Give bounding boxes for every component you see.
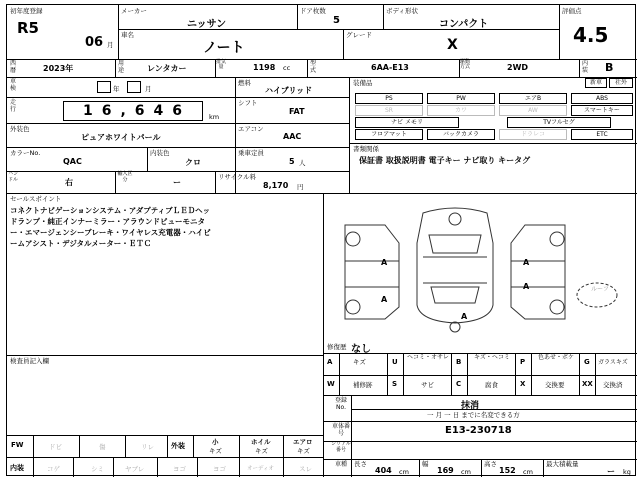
exterior-color-value: ピュアホワイトパール <box>81 133 161 142</box>
recycle-label: リサイクル料 <box>218 173 257 181</box>
ac-value: AAC <box>283 132 302 141</box>
documents-text: 保証書 取扱説明書 電子キー ナビ取り キータグ <box>359 156 531 165</box>
repair-label: 修復歴 <box>327 343 347 351</box>
interior-item: ヨゴ <box>213 465 226 473</box>
equipment-new-label: 新車 <box>585 78 607 88</box>
legend-code: U <box>392 358 398 366</box>
displacement-unit: cc <box>283 64 291 72</box>
shift-value: FAT <box>289 107 305 116</box>
grade-value: X <box>447 37 458 53</box>
interior-grade-label: 内装 <box>581 60 588 74</box>
interior-item: スレ <box>299 465 312 473</box>
legend-text: ヘコミ・オサレ <box>407 354 449 361</box>
exterior-item-head: ホイル <box>251 438 271 446</box>
weight-label: 最大積載量 <box>546 460 579 468</box>
equipment-item: ETC <box>571 129 633 140</box>
color-no-label: カラーNo. <box>10 149 41 157</box>
exterior-item-sub: キズ <box>255 447 268 455</box>
doors-label: ドア枚数 <box>300 7 326 15</box>
damage-mark: A <box>381 258 388 267</box>
repair-value: なし <box>351 344 371 355</box>
damage-mark: A <box>523 282 530 291</box>
shift-label: シフト <box>238 99 258 107</box>
exterior-color-label: 外装色 <box>10 125 30 133</box>
sales-points-title: セールスポイント <box>10 195 62 203</box>
model-label: 車名 <box>121 31 134 39</box>
interior-item: ヤブレ <box>125 465 145 473</box>
length-label: 長さ <box>354 460 367 468</box>
inspection-label: 車検 <box>9 78 16 92</box>
first-reg-era: R5 <box>17 19 39 37</box>
import-label: 輸入区分 <box>117 171 133 183</box>
body-label: ボディ形状 <box>386 7 418 15</box>
sales-point-line: ームアシスト・デジタルメーター・ＥＴＣ <box>10 239 152 248</box>
exterior-label: 外装 <box>171 442 185 450</box>
equipment-item: エアB <box>499 93 567 104</box>
equipment-item: ナビ メモリ <box>355 117 459 128</box>
drive-label: 駆動方式 <box>460 59 471 70</box>
drive-value: 2WD <box>507 63 529 72</box>
recycle-value: 8,170 <box>263 181 289 190</box>
legend-text: 腐食 <box>485 381 498 389</box>
legend-code: XX <box>582 380 593 388</box>
exterior-item-head: エアロ <box>293 438 313 446</box>
mileage-label: 走行 <box>9 99 16 113</box>
legend-code: A <box>327 358 333 366</box>
equipment-item: スマートキー <box>571 105 633 116</box>
legend-text: 交換済 <box>603 381 623 389</box>
interior-item: ヨゴ <box>173 465 186 473</box>
interior-color-label: 内装色 <box>150 149 170 157</box>
legend-text: 交換要 <box>545 381 565 389</box>
serial-label: シリアル番号 <box>331 441 351 453</box>
usage-label: 用途 <box>117 60 124 74</box>
height-value: 152 <box>499 466 516 475</box>
fw-label: FW <box>11 441 24 449</box>
chassis-value: E13-230718 <box>445 425 512 436</box>
doors-value: 5 <box>333 15 340 26</box>
fuel-label: 燃料 <box>238 79 251 87</box>
height-label: 高さ <box>484 460 497 468</box>
handle-label: ハンドル <box>8 171 19 183</box>
year-label: 西暦 <box>9 60 16 74</box>
interior-item: シミ <box>91 465 104 473</box>
first-reg-month-unit: 月 <box>107 41 114 49</box>
exterior-item-head: 小 <box>212 438 219 446</box>
registration-note: 一 月 一 日 までに名変できる方 <box>427 411 520 419</box>
legend-code: P <box>520 358 526 366</box>
usage-value: レンタカー <box>147 64 187 73</box>
score-label: 評価点 <box>562 7 582 15</box>
legend-text: キズ・ヘコミ <box>474 354 510 361</box>
ac-label: エアコン <box>238 125 264 133</box>
legend-code: B <box>456 358 462 366</box>
weight-unit: kg <box>623 468 631 476</box>
legend-text: キズ <box>353 358 366 366</box>
width-value: 169 <box>437 466 454 475</box>
chassis-label: 車体番号 <box>331 423 350 437</box>
damage-mark: A <box>523 258 530 267</box>
registration-value: 抹消 <box>461 401 480 411</box>
fuel-value: ハイブリッド <box>265 86 313 95</box>
legend-text: サビ <box>421 381 434 389</box>
equipment-item: ABS <box>571 93 633 104</box>
exterior-item-sub: キズ <box>209 447 222 455</box>
length-unit: cm <box>399 468 409 476</box>
displacement-label: 排気量 <box>216 59 227 70</box>
body-value: コンパクト <box>439 19 489 30</box>
documents-title: 書類関係 <box>353 145 379 153</box>
fw-item: 傷 <box>99 443 106 451</box>
interior-damage-label: 内装 <box>10 464 24 472</box>
capacity-unit: 人 <box>299 159 306 167</box>
equipment-item: ドラレコ <box>499 129 567 140</box>
interior-item: オーディオ <box>247 466 275 472</box>
width-label: 幅 <box>422 460 429 468</box>
score-value: 4.5 <box>573 23 609 47</box>
fw-item: ドビ <box>49 443 62 451</box>
legend-text: 色あせ・ボケ <box>537 354 574 361</box>
sales-point-line: ー・エマージェンシーブレーキ・ワイヤレス充電器・ハイビ <box>10 228 211 237</box>
damage-mark: A <box>461 312 468 321</box>
auction-sheet <box>6 4 636 476</box>
displacement-value: 1198 <box>253 63 276 72</box>
capacity-value: 5 <box>289 157 295 166</box>
legend-code: S <box>392 380 398 388</box>
equipment-item: PS <box>355 93 423 104</box>
legend-text: ガラスキズ <box>598 359 628 366</box>
equipment-aftermarket-label: 社外 <box>609 78 633 88</box>
inspector-title: 検査員記入欄 <box>10 357 49 365</box>
interior-item: コゲ <box>47 465 60 473</box>
equipment-item: フロアマット <box>355 129 423 140</box>
year-value: 2023年 <box>43 64 74 73</box>
exterior-item-sub: キズ <box>297 447 310 455</box>
sales-point-line: コネクトナビゲーションシステム・アダプティブＬＥＤヘッ <box>10 206 211 215</box>
interior-grade-value: B <box>605 61 614 74</box>
roof-label: ルーフ <box>591 286 609 293</box>
weight-value: ー <box>607 467 615 476</box>
damage-mark: A <box>381 295 388 304</box>
type-label: 型式 <box>309 60 316 74</box>
fw-item: リレ <box>141 443 154 451</box>
capacity-label: 乗車定員 <box>238 149 264 157</box>
equipment-item: TVフルセグ <box>507 117 611 128</box>
mileage-value: 16,646 <box>83 103 192 119</box>
interior-color-value: クロ <box>185 158 201 167</box>
type-value: 6AA-E13 <box>371 63 409 72</box>
height-unit: cm <box>523 468 533 476</box>
equipment-item: バックカメラ <box>427 129 495 140</box>
equipment-item: SR <box>355 105 423 116</box>
car-damage-diagram <box>325 195 635 337</box>
dimensions-model-label: 車種 <box>334 461 347 468</box>
equipment-item: PW <box>427 93 495 104</box>
equipment-item: カワ <box>427 105 495 116</box>
grade-label: グレード <box>346 31 372 39</box>
maker-label: メーカー <box>121 7 147 15</box>
legend-code: C <box>456 380 462 388</box>
length-value: 404 <box>375 466 392 475</box>
model-value: ノート <box>203 40 245 56</box>
legend-code: G <box>584 358 590 366</box>
color-no-value: QAC <box>63 157 82 166</box>
legend-text: 補修跡 <box>353 381 373 389</box>
import-value: ー <box>173 178 181 187</box>
sales-point-line: ドランプ・純正インナーミラー・アラウンドビューモニタ <box>10 217 205 226</box>
maker-value: ニッサン <box>187 19 227 30</box>
mileage-unit: km <box>209 113 220 121</box>
legend-code: X <box>520 380 526 388</box>
registration-label: 登録No. <box>334 397 347 411</box>
inspection-month-unit: 月 <box>145 85 152 93</box>
first-reg-label: 初年度登録 <box>10 7 43 15</box>
legend-code: W <box>327 380 335 388</box>
recycle-unit: 円 <box>297 183 304 191</box>
first-reg-month: 06 <box>85 35 104 50</box>
equipment-item: AW <box>499 105 567 116</box>
equipment-title: 装備品 <box>353 79 373 87</box>
width-unit: cm <box>461 468 471 476</box>
inspection-year-unit: 年 <box>113 85 120 93</box>
handle-value: 右 <box>65 178 73 187</box>
